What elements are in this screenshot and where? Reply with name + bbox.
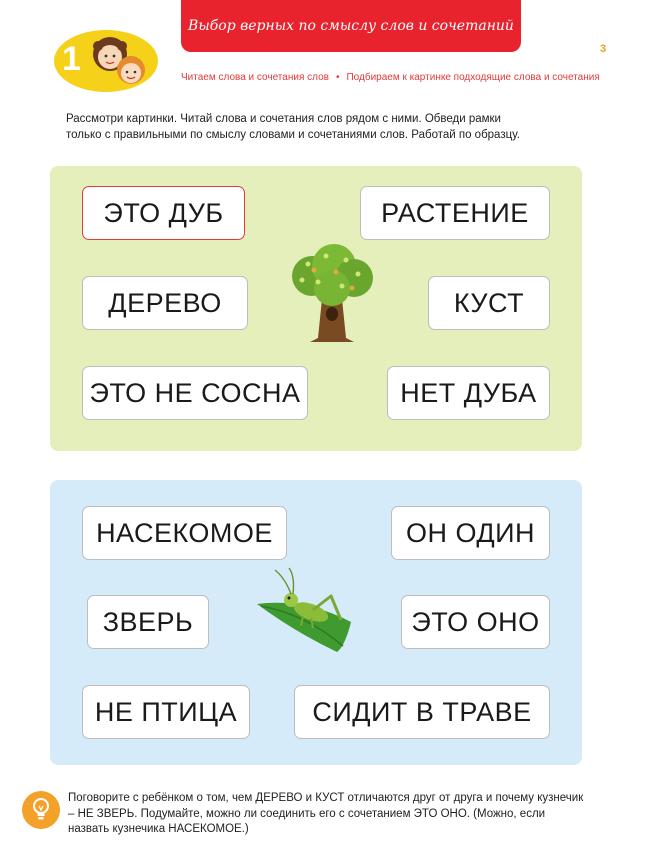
children-faces-icon: [84, 32, 154, 90]
word-card-rastenie[interactable]: РАСТЕНИЕ: [360, 186, 550, 240]
grasshopper-panel: [50, 480, 582, 765]
word-card-ne-ptitsa[interactable]: НЕ ПТИЦА: [82, 685, 250, 739]
grasshopper-illustration: [255, 566, 355, 654]
word-card-nasekomoe[interactable]: НАСЕКОМОЕ: [82, 506, 287, 560]
tree-illustration: [286, 244, 378, 344]
word-card-eto-ono[interactable]: ЭТО ОНО: [401, 595, 550, 649]
subheader: [181, 72, 600, 83]
subheader-right: Подбираем к картинке подходящие слова и сочетания: [346, 72, 600, 83]
subheader-left: Читаем слова и сочетания слов: [181, 72, 329, 83]
word-card-derevo[interactable]: ДЕРЕВО: [82, 276, 248, 330]
lightbulb-icon: [31, 796, 51, 824]
page-title: Выбор верных по смыслу слов и сочетаний: [188, 18, 514, 34]
tip-text: Поговорите с ребёнком о том, чем ДЕРЕВО и КУСТ отличаются друг от друга и почему кузнечик – НЕ ЗВЕРЬ. Подумайте, можно ли соединить его с сочетанием ЭТО ОНО. (Можно, если назвать кузнечика НАСЕКОМОЕ.): [68, 792, 584, 836]
instruction-text: Рассмотри картинки. Читай слова и сочетания слов рядом с ними. Обведи рамки только с правильными по смыслу словами и сочетаниями слов. Работай по образцу.: [66, 113, 520, 141]
word-card-eto-dub[interactable]: ЭТО ДУБ: [82, 186, 245, 240]
word-card-on-odin[interactable]: ОН ОДИН: [391, 506, 550, 560]
task-badge: [54, 30, 158, 92]
header-banner: [181, 0, 521, 52]
word-card-net-duba[interactable]: НЕТ ДУБА: [387, 366, 550, 420]
word-card-kust[interactable]: КУСТ: [428, 276, 550, 330]
word-card-sidit-v-trave[interactable]: СИДИТ В ТРАВЕ: [294, 685, 550, 739]
task-number: 1: [62, 40, 81, 78]
word-card-zver[interactable]: ЗВЕРЬ: [87, 595, 209, 649]
page-number: 3: [600, 43, 607, 55]
tree-panel: [50, 166, 582, 451]
subheader-separator: •: [335, 72, 340, 83]
word-card-eto-ne-sosna[interactable]: ЭТО НЕ СОСНА: [82, 366, 308, 420]
tip-badge: [22, 791, 60, 829]
